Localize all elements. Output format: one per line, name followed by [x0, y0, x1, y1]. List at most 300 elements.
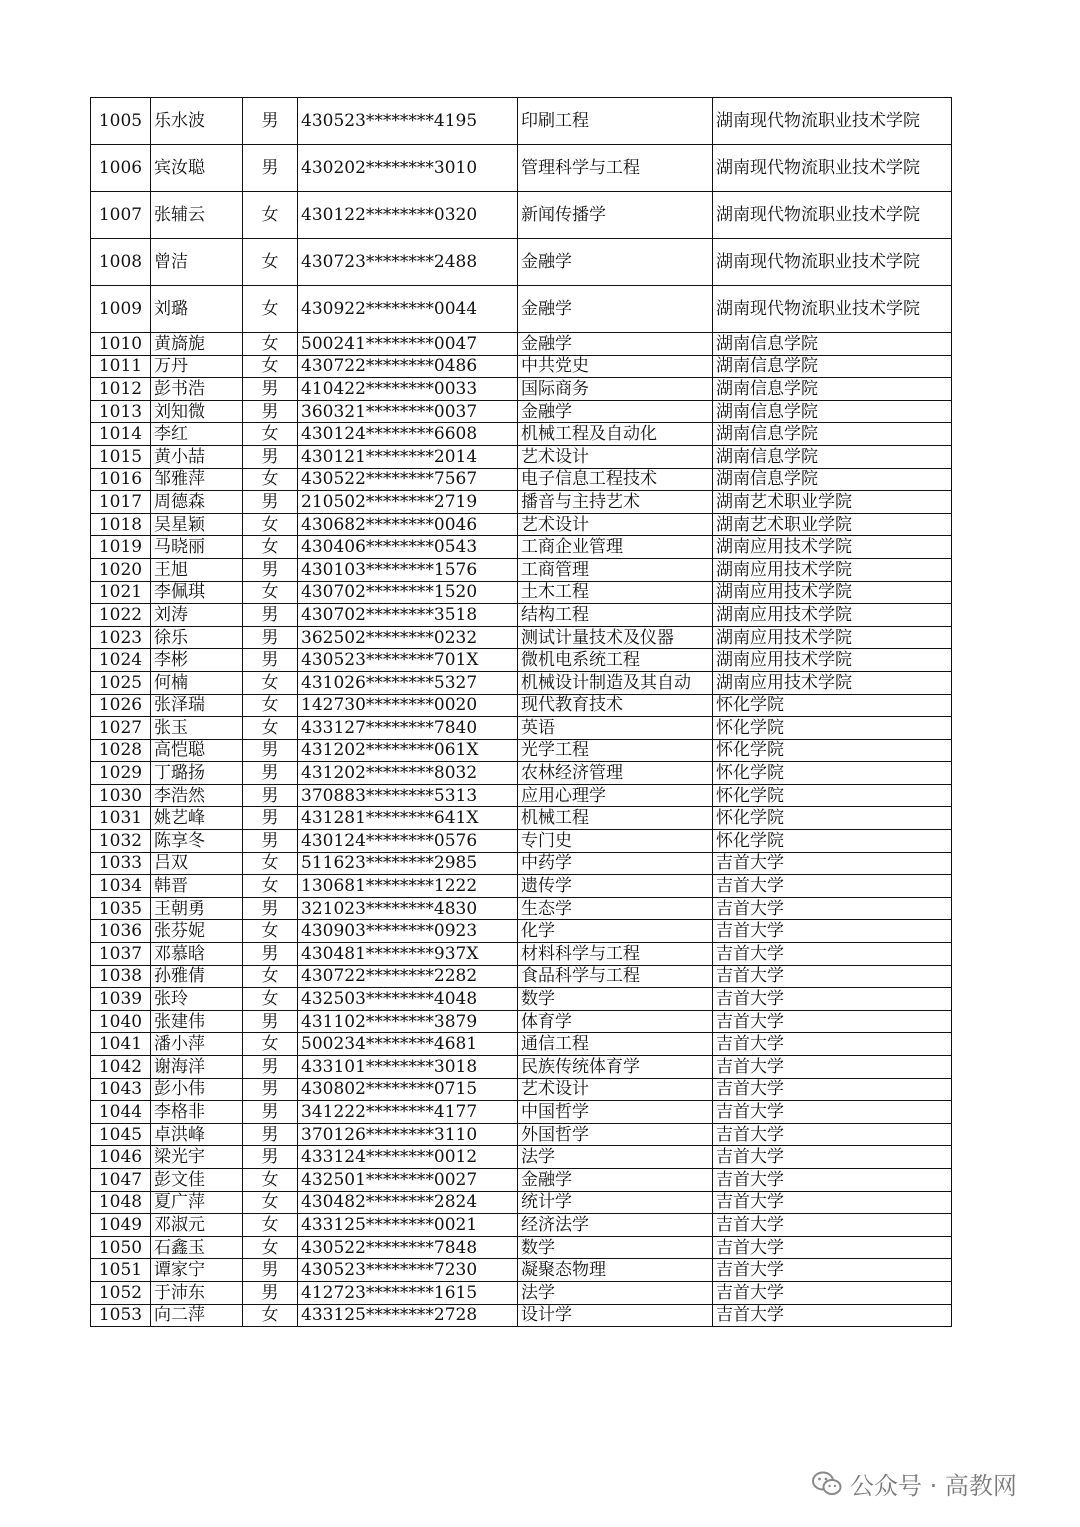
id-number-cell: 430702********1520 [298, 581, 518, 604]
id-number-cell: 430481********937X [298, 943, 518, 966]
row-number-cell: 1026 [91, 694, 151, 717]
row-number-cell: 1019 [91, 536, 151, 559]
row-number-cell: 1039 [91, 988, 151, 1011]
table-row [91, 239, 952, 286]
gender-cell: 男 [243, 1146, 298, 1169]
row-number-cell: 1030 [91, 784, 151, 807]
gender-cell: 男 [243, 1281, 298, 1304]
table-row [91, 1010, 952, 1033]
student-name-cell: 邓淑元 [151, 1214, 243, 1237]
school-cell: 吉首大学 [713, 1078, 952, 1101]
id-number-cell: 430702********3518 [298, 604, 518, 627]
student-name-cell: 吴星颖 [151, 513, 243, 536]
student-name-cell: 李红 [151, 423, 243, 446]
gender-cell: 男 [243, 649, 298, 672]
major-cell: 通信工程 [518, 1033, 713, 1056]
table-row [91, 784, 952, 807]
major-cell: 管理科学与工程 [518, 145, 713, 192]
row-number-cell: 1017 [91, 491, 151, 514]
table-row [91, 1259, 952, 1282]
row-number-cell: 1012 [91, 378, 151, 401]
major-cell: 数学 [518, 1236, 713, 1259]
school-cell: 吉首大学 [713, 1214, 952, 1237]
school-cell: 湖南现代物流职业技术学院 [713, 98, 952, 145]
table-row [91, 286, 952, 333]
gender-cell: 男 [243, 1123, 298, 1146]
gender-cell: 男 [243, 1056, 298, 1079]
id-number-cell: 430922********0044 [298, 286, 518, 333]
table-row [91, 717, 952, 740]
major-cell: 法学 [518, 1281, 713, 1304]
student-name-cell: 王旭 [151, 558, 243, 581]
id-number-cell: 431281********641X [298, 807, 518, 830]
school-cell: 吉首大学 [713, 1056, 952, 1079]
gender-cell: 男 [243, 897, 298, 920]
table-row [91, 1146, 952, 1169]
row-number-cell: 1018 [91, 513, 151, 536]
student-name-cell: 刘涛 [151, 604, 243, 627]
row-number-cell: 1013 [91, 400, 151, 423]
admission-list-table [90, 97, 952, 1327]
id-number-cell: 430722********0486 [298, 355, 518, 378]
student-name-cell: 于沛东 [151, 1281, 243, 1304]
major-cell: 化学 [518, 920, 713, 943]
id-number-cell: 321023********4830 [298, 897, 518, 920]
student-name-cell: 谭家宁 [151, 1259, 243, 1282]
table-row [91, 536, 952, 559]
row-number-cell: 1006 [91, 145, 151, 192]
school-cell: 吉首大学 [713, 1123, 952, 1146]
row-number-cell: 1024 [91, 649, 151, 672]
school-cell: 湖南现代物流职业技术学院 [713, 239, 952, 286]
table-row [91, 649, 952, 672]
id-number-cell: 370883********5313 [298, 784, 518, 807]
major-cell: 中国哲学 [518, 1101, 713, 1124]
student-name-cell: 张玉 [151, 717, 243, 740]
row-number-cell: 1020 [91, 558, 151, 581]
major-cell: 播音与主持艺术 [518, 491, 713, 514]
school-cell: 吉首大学 [713, 1033, 952, 1056]
table-row [91, 1191, 952, 1214]
table-row [91, 400, 952, 423]
table-row [91, 1056, 952, 1079]
student-name-cell: 马晓丽 [151, 536, 243, 559]
row-number-cell: 1036 [91, 920, 151, 943]
row-number-cell: 1007 [91, 192, 151, 239]
row-number-cell: 1037 [91, 943, 151, 966]
school-cell: 吉首大学 [713, 897, 952, 920]
row-number-cell: 1049 [91, 1214, 151, 1237]
table-row [91, 988, 952, 1011]
gender-cell: 男 [243, 98, 298, 145]
student-name-cell: 韩晋 [151, 875, 243, 898]
student-name-cell: 万丹 [151, 355, 243, 378]
id-number-cell: 430406********0543 [298, 536, 518, 559]
id-number-cell: 432501********0027 [298, 1168, 518, 1191]
student-name-cell: 张玲 [151, 988, 243, 1011]
table-row [91, 1304, 952, 1327]
table-row [91, 604, 952, 627]
row-number-cell: 1014 [91, 423, 151, 446]
major-cell: 体育学 [518, 1010, 713, 1033]
gender-cell: 男 [243, 762, 298, 785]
id-number-cell: 430802********0715 [298, 1078, 518, 1101]
gender-cell: 女 [243, 513, 298, 536]
id-number-cell: 433124********0012 [298, 1146, 518, 1169]
row-number-cell: 1021 [91, 581, 151, 604]
school-cell: 湖南信息学院 [713, 355, 952, 378]
table-row [91, 920, 952, 943]
gender-cell: 女 [243, 423, 298, 446]
id-number-cell: 430124********6608 [298, 423, 518, 446]
row-number-cell: 1051 [91, 1259, 151, 1282]
row-number-cell: 1034 [91, 875, 151, 898]
school-cell: 湖南信息学院 [713, 468, 952, 491]
school-cell: 怀化学院 [713, 739, 952, 762]
student-name-cell: 孙雅倩 [151, 965, 243, 988]
row-number-cell: 1046 [91, 1146, 151, 1169]
id-number-cell: 210502********2719 [298, 491, 518, 514]
school-cell: 吉首大学 [713, 1304, 952, 1327]
row-number-cell: 1016 [91, 468, 151, 491]
id-number-cell: 430121********2014 [298, 445, 518, 468]
school-cell: 湖南现代物流职业技术学院 [713, 145, 952, 192]
student-name-cell: 彭文佳 [151, 1168, 243, 1191]
school-cell: 吉首大学 [713, 1259, 952, 1282]
gender-cell: 女 [243, 581, 298, 604]
id-number-cell: 430103********1576 [298, 558, 518, 581]
student-name-cell: 张芬妮 [151, 920, 243, 943]
gender-cell: 男 [243, 1101, 298, 1124]
id-number-cell: 360321********0037 [298, 400, 518, 423]
school-cell: 湖南应用技术学院 [713, 604, 952, 627]
major-cell: 金融学 [518, 400, 713, 423]
major-cell: 法学 [518, 1146, 713, 1169]
table-row [91, 694, 952, 717]
row-number-cell: 1042 [91, 1056, 151, 1079]
student-name-cell: 梁光宇 [151, 1146, 243, 1169]
student-name-cell: 宾汝聪 [151, 145, 243, 192]
school-cell: 吉首大学 [713, 965, 952, 988]
row-number-cell: 1025 [91, 671, 151, 694]
student-name-cell: 向二萍 [151, 1304, 243, 1327]
table-row [91, 807, 952, 830]
gender-cell: 男 [243, 558, 298, 581]
school-cell: 吉首大学 [713, 1236, 952, 1259]
school-cell: 吉首大学 [713, 852, 952, 875]
row-number-cell: 1028 [91, 739, 151, 762]
gender-cell: 男 [243, 784, 298, 807]
major-cell: 工商企业管理 [518, 536, 713, 559]
school-cell: 吉首大学 [713, 875, 952, 898]
student-name-cell: 黄小喆 [151, 445, 243, 468]
row-number-cell: 1045 [91, 1123, 151, 1146]
row-number-cell: 1040 [91, 1010, 151, 1033]
major-cell: 中药学 [518, 852, 713, 875]
table-row [91, 333, 952, 356]
gender-cell: 男 [243, 830, 298, 853]
school-cell: 湖南艺术职业学院 [713, 513, 952, 536]
school-cell: 怀化学院 [713, 784, 952, 807]
row-number-cell: 1038 [91, 965, 151, 988]
school-cell: 吉首大学 [713, 1146, 952, 1169]
school-cell: 怀化学院 [713, 694, 952, 717]
row-number-cell: 1008 [91, 239, 151, 286]
table-row [91, 192, 952, 239]
major-cell: 数学 [518, 988, 713, 1011]
school-cell: 湖南信息学院 [713, 400, 952, 423]
table-row [91, 98, 952, 145]
id-number-cell: 142730********0020 [298, 694, 518, 717]
student-name-cell: 石鑫玉 [151, 1236, 243, 1259]
major-cell: 金融学 [518, 333, 713, 356]
id-number-cell: 430523********7230 [298, 1259, 518, 1282]
row-number-cell: 1048 [91, 1191, 151, 1214]
major-cell: 应用心理学 [518, 784, 713, 807]
major-cell: 艺术设计 [518, 445, 713, 468]
id-number-cell: 430523********701X [298, 649, 518, 672]
table-row [91, 626, 952, 649]
major-cell: 结构工程 [518, 604, 713, 627]
table-row [91, 1236, 952, 1259]
gender-cell: 女 [243, 694, 298, 717]
row-number-cell: 1033 [91, 852, 151, 875]
school-cell: 吉首大学 [713, 1191, 952, 1214]
student-name-cell: 李浩然 [151, 784, 243, 807]
gender-cell: 男 [243, 445, 298, 468]
table-row [91, 830, 952, 853]
major-cell: 印刷工程 [518, 98, 713, 145]
school-cell: 怀化学院 [713, 807, 952, 830]
major-cell: 机械工程 [518, 807, 713, 830]
school-cell: 怀化学院 [713, 762, 952, 785]
gender-cell: 女 [243, 1033, 298, 1056]
major-cell: 民族传统体育学 [518, 1056, 713, 1079]
school-cell: 吉首大学 [713, 920, 952, 943]
row-number-cell: 1047 [91, 1168, 151, 1191]
table-row [91, 145, 952, 192]
gender-cell: 男 [243, 626, 298, 649]
student-name-cell: 李格非 [151, 1101, 243, 1124]
major-cell: 遗传学 [518, 875, 713, 898]
major-cell: 食品科学与工程 [518, 965, 713, 988]
student-name-cell: 刘璐 [151, 286, 243, 333]
table-row [91, 965, 952, 988]
row-number-cell: 1043 [91, 1078, 151, 1101]
student-name-cell: 高恺聪 [151, 739, 243, 762]
table-row [91, 491, 952, 514]
major-cell: 微机电系统工程 [518, 649, 713, 672]
id-number-cell: 431202********8032 [298, 762, 518, 785]
school-cell: 湖南信息学院 [713, 445, 952, 468]
gender-cell: 男 [243, 943, 298, 966]
student-name-cell: 张建伟 [151, 1010, 243, 1033]
gender-cell: 男 [243, 400, 298, 423]
gender-cell: 男 [243, 1010, 298, 1033]
row-number-cell: 1023 [91, 626, 151, 649]
table-row [91, 1078, 952, 1101]
table-row [91, 355, 952, 378]
gender-cell: 男 [243, 378, 298, 401]
id-number-cell: 430122********0320 [298, 192, 518, 239]
school-cell: 吉首大学 [713, 1101, 952, 1124]
major-cell: 设计学 [518, 1304, 713, 1327]
major-cell: 光学工程 [518, 739, 713, 762]
major-cell: 艺术设计 [518, 1078, 713, 1101]
table-row [91, 581, 952, 604]
student-name-cell: 黄旖旎 [151, 333, 243, 356]
major-cell: 统计学 [518, 1191, 713, 1214]
id-number-cell: 430124********0576 [298, 830, 518, 853]
gender-cell: 女 [243, 1236, 298, 1259]
id-number-cell: 430482********2824 [298, 1191, 518, 1214]
table-row [91, 1101, 952, 1124]
student-name-cell: 徐乐 [151, 626, 243, 649]
school-cell: 吉首大学 [713, 988, 952, 1011]
student-name-cell: 姚艺峰 [151, 807, 243, 830]
id-number-cell: 431102********3879 [298, 1010, 518, 1033]
gender-cell: 女 [243, 1191, 298, 1214]
row-number-cell: 1050 [91, 1236, 151, 1259]
id-number-cell: 430682********0046 [298, 513, 518, 536]
id-number-cell: 430202********3010 [298, 145, 518, 192]
id-number-cell: 511623********2985 [298, 852, 518, 875]
gender-cell: 女 [243, 355, 298, 378]
id-number-cell: 430522********7848 [298, 1236, 518, 1259]
school-cell: 吉首大学 [713, 1010, 952, 1033]
id-number-cell: 500241********0047 [298, 333, 518, 356]
row-number-cell: 1027 [91, 717, 151, 740]
row-number-cell: 1015 [91, 445, 151, 468]
school-cell: 湖南应用技术学院 [713, 558, 952, 581]
school-cell: 湖南应用技术学院 [713, 626, 952, 649]
gender-cell: 女 [243, 852, 298, 875]
student-name-cell: 张泽瑞 [151, 694, 243, 717]
student-name-cell: 陈享冬 [151, 830, 243, 853]
school-cell: 怀化学院 [713, 717, 952, 740]
id-number-cell: 500234********4681 [298, 1033, 518, 1056]
student-name-cell: 张辅云 [151, 192, 243, 239]
student-name-cell: 谢海洋 [151, 1056, 243, 1079]
id-number-cell: 430722********2282 [298, 965, 518, 988]
major-cell: 新闻传播学 [518, 192, 713, 239]
id-number-cell: 433101********3018 [298, 1056, 518, 1079]
major-cell: 专门史 [518, 830, 713, 853]
student-name-cell: 乐水波 [151, 98, 243, 145]
gender-cell: 女 [243, 239, 298, 286]
gender-cell: 女 [243, 1304, 298, 1327]
row-number-cell: 1035 [91, 897, 151, 920]
id-number-cell: 433127********7840 [298, 717, 518, 740]
major-cell: 外国哲学 [518, 1123, 713, 1146]
gender-cell: 女 [243, 988, 298, 1011]
gender-cell: 女 [243, 1214, 298, 1237]
student-name-cell: 丁璐扬 [151, 762, 243, 785]
table-row [91, 423, 952, 446]
school-cell: 湖南现代物流职业技术学院 [713, 286, 952, 333]
table-row [91, 739, 952, 762]
watermark-text: 公众号 · 高教网 [850, 1472, 1017, 1500]
student-name-cell: 李彬 [151, 649, 243, 672]
student-name-cell: 曾洁 [151, 239, 243, 286]
table-row [91, 671, 952, 694]
gender-cell: 女 [243, 717, 298, 740]
table-row [91, 1281, 952, 1304]
major-cell: 生态学 [518, 897, 713, 920]
major-cell: 材料科学与工程 [518, 943, 713, 966]
row-number-cell: 1009 [91, 286, 151, 333]
major-cell: 机械设计制造及其自动 [518, 671, 713, 694]
table-row [91, 943, 952, 966]
row-number-cell: 1011 [91, 355, 151, 378]
school-cell: 湖南应用技术学院 [713, 649, 952, 672]
major-cell: 中共党史 [518, 355, 713, 378]
gender-cell: 女 [243, 671, 298, 694]
major-cell: 艺术设计 [518, 513, 713, 536]
table-row [91, 762, 952, 785]
id-number-cell: 431026********5327 [298, 671, 518, 694]
student-name-cell: 吕双 [151, 852, 243, 875]
gender-cell: 男 [243, 491, 298, 514]
table-row [91, 1214, 952, 1237]
major-cell: 农林经济管理 [518, 762, 713, 785]
school-cell: 吉首大学 [713, 943, 952, 966]
gender-cell: 男 [243, 807, 298, 830]
gender-cell: 女 [243, 468, 298, 491]
table-row [91, 852, 952, 875]
major-cell: 电子信息工程技术 [518, 468, 713, 491]
major-cell: 测试计量技术及仪器 [518, 626, 713, 649]
major-cell: 经济法学 [518, 1214, 713, 1237]
student-name-cell: 李佩琪 [151, 581, 243, 604]
gender-cell: 女 [243, 920, 298, 943]
gender-cell: 女 [243, 875, 298, 898]
major-cell: 工商管理 [518, 558, 713, 581]
gender-cell: 女 [243, 333, 298, 356]
wechat-icon [812, 1471, 842, 1497]
major-cell: 国际商务 [518, 378, 713, 401]
student-name-cell: 王朝勇 [151, 897, 243, 920]
table-row [91, 558, 952, 581]
student-name-cell: 夏广萍 [151, 1191, 243, 1214]
student-name-cell: 周德森 [151, 491, 243, 514]
major-cell: 英语 [518, 717, 713, 740]
row-number-cell: 1032 [91, 830, 151, 853]
id-number-cell: 370126********3110 [298, 1123, 518, 1146]
gender-cell: 男 [243, 1078, 298, 1101]
major-cell: 现代教育技术 [518, 694, 713, 717]
student-name-cell: 刘知微 [151, 400, 243, 423]
id-number-cell: 433125********2728 [298, 1304, 518, 1327]
row-number-cell: 1010 [91, 333, 151, 356]
school-cell: 吉首大学 [713, 1281, 952, 1304]
row-number-cell: 1029 [91, 762, 151, 785]
school-cell: 湖南应用技术学院 [713, 581, 952, 604]
id-number-cell: 362502********0232 [298, 626, 518, 649]
major-cell: 金融学 [518, 239, 713, 286]
school-cell: 吉首大学 [713, 1168, 952, 1191]
id-number-cell: 430523********4195 [298, 98, 518, 145]
major-cell: 凝聚态物理 [518, 1259, 713, 1282]
student-name-cell: 彭书浩 [151, 378, 243, 401]
table-row [91, 445, 952, 468]
table-row [91, 1123, 952, 1146]
gender-cell: 男 [243, 1259, 298, 1282]
table-row [91, 468, 952, 491]
school-cell: 湖南应用技术学院 [713, 671, 952, 694]
table-row [91, 378, 952, 401]
id-number-cell: 430903********0923 [298, 920, 518, 943]
